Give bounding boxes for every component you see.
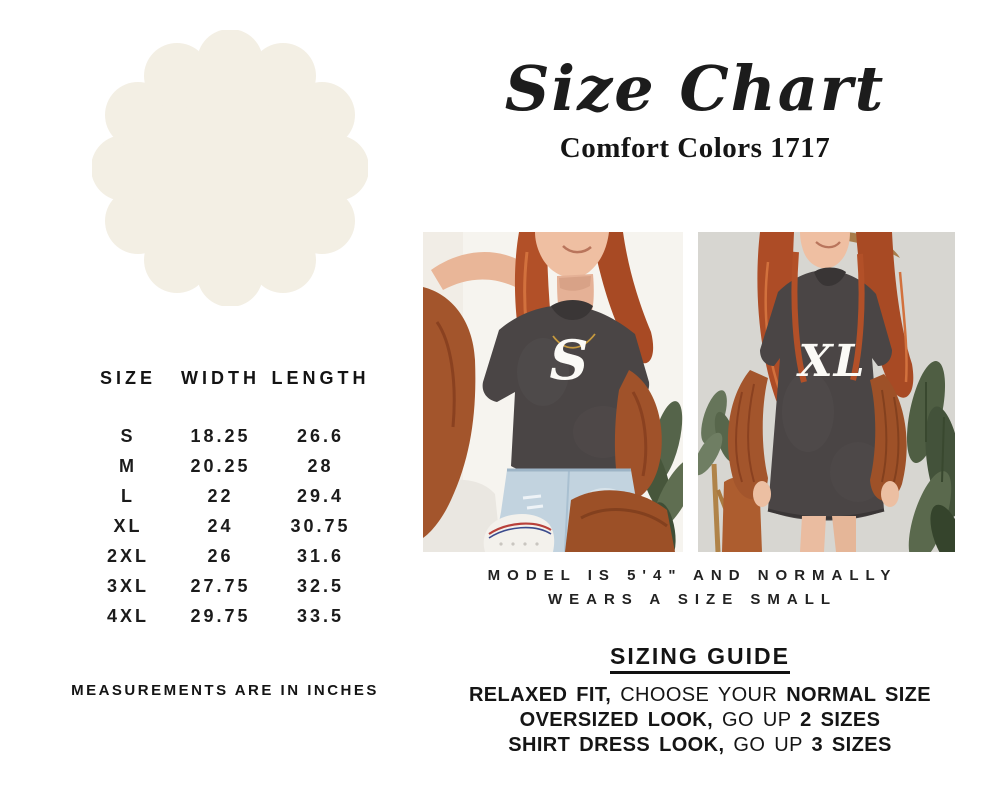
- measurements-note: MEASUREMENTS ARE IN INCHES: [71, 682, 379, 699]
- table-row: 3XL 27.75 32.5: [106, 575, 345, 596]
- scalloped-badge: [92, 30, 368, 306]
- table-row: L 22 29.4: [121, 485, 345, 506]
- table-row: 2XL 26 31.6: [106, 545, 345, 566]
- hand-illustration: [881, 481, 899, 507]
- photo-size-xl: [698, 232, 955, 552]
- guide-line-oversized-look: OVERSIZED LOOK, GO UP 2 SIZES: [519, 709, 881, 731]
- model-note-line2: WEARS A SIZE SMALL: [547, 591, 838, 608]
- page-title: Size Chart: [504, 52, 886, 125]
- model-size-xl-illustration: [698, 232, 955, 552]
- model-note-line1: MODEL IS 5'4" AND NORMALLY: [487, 567, 898, 584]
- photo-size-s: [423, 232, 683, 552]
- column-length: LENGTH: [271, 368, 370, 388]
- table-row: XL 24 30.75: [113, 515, 351, 536]
- model-size-s-illustration: [423, 232, 683, 552]
- guide-line-relaxed-fit: RELAXED FIT, CHOOSE YOUR NORMAL SIZE: [468, 684, 932, 706]
- column-size: SIZE: [99, 368, 156, 388]
- shirt-size-letter-s: S: [549, 328, 589, 392]
- sizing-guide-lines: [430, 683, 970, 758]
- product-name: Comfort Colors 1717: [559, 131, 831, 164]
- guide-line-shirt-dress-look: SHIRT DRESS LOOK, GO UP 3 SIZES: [508, 734, 892, 756]
- size-table-header: [83, 368, 383, 389]
- table-row: 4XL 29.75 33.5: [106, 605, 345, 626]
- sizing-guide: [430, 643, 970, 758]
- model-note: [425, 564, 960, 612]
- column-width: WIDTH: [181, 368, 260, 388]
- table-row: M 20.25 28: [119, 455, 334, 476]
- shirt-size-letter-xl: XL: [798, 336, 866, 387]
- table-row: S 18.25 26.6: [120, 425, 345, 446]
- sizing-guide-title: SIZING GUIDE: [610, 643, 790, 674]
- hand-illustration: [753, 481, 771, 507]
- header: [450, 44, 940, 165]
- size-table: [83, 368, 383, 631]
